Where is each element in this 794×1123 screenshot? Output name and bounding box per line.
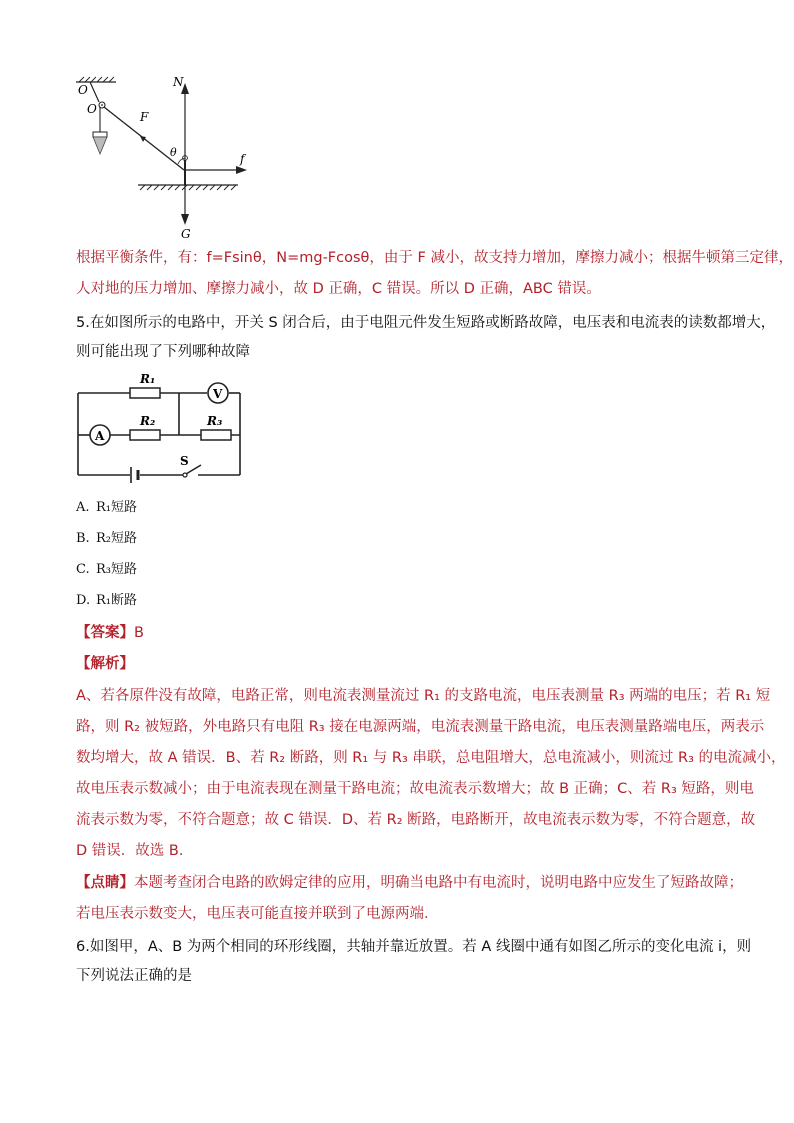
question6-stem-line2: 下列说法正确的是 <box>76 968 192 984</box>
label-o-top: O <box>78 83 88 97</box>
label-friction: f <box>240 152 245 166</box>
analysis-q4-line2: 人对地的压力增加、摩擦力减小，故 D 正确，C 错误。所以 D 正确，ABC 错误。 <box>76 281 601 297</box>
question6-stem-line1: 6.如图甲，A、B 为两个相同的环形线圈，共轴并靠近放置。若 A 线圈中通有如图乙所示的变化电流 i，则 <box>76 939 752 955</box>
option-a-letter: A. <box>76 500 90 515</box>
analysis-line3: 数均增大，故 A 错误．B、若 R₂ 断路，则 R₁ 与 R₃ 串联，总电阻增大，总电流减小，则流过 R₃ 的电流减小， <box>76 750 786 766</box>
question5-stem-line2: 则可能出现了下列哪种故障 <box>76 344 250 360</box>
analysis-line6: D 错误．故选 B． <box>76 843 194 859</box>
analysis-line4: 故电压表示数减小；由于电流表现在测量干路电流；故电流表示数增大；故 B 正确；C、若 R₃ 短路，则电 <box>76 781 754 797</box>
label-o-pulley: O <box>87 102 97 116</box>
option-a-text: R₁短路 <box>96 500 137 515</box>
analysis-line1: A、若各原件没有故障，电路正常，则电流表测量流过 R₁ 的支路电流，电压表测量 R₃ 两端的电压；若 R₁ 短 <box>76 688 771 704</box>
option-c <box>76 560 137 580</box>
label-r2: R₂ <box>140 414 156 428</box>
voltmeter-label: V <box>213 387 223 401</box>
switch-label: S <box>180 454 189 468</box>
label-f-tension: F <box>140 110 149 124</box>
analysis-line5: 流表示数为零，不符合题意；故 C 错误．D、若 R₂ 断路，电路断开，故电流表示数为零，不符合题意，故 <box>76 812 756 828</box>
circuit-diagram <box>74 368 246 484</box>
label-theta: θ <box>170 146 177 159</box>
comment-text: 本题考查闭合电路的欧姆定律的应用，明确当电路中有电流时，说明电路中应发生了短路故障； <box>134 875 743 891</box>
option-d-letter: D. <box>76 593 91 608</box>
comment-line1 <box>76 873 743 893</box>
option-d <box>76 591 137 611</box>
analysis-label: 【解析】 <box>76 656 134 672</box>
question5-stem-line1: 5.在如图所示的电路中，开关 S 闭合后，由于电阻元件发生短路或断路故障，电压表和电流表的读数都增大， <box>76 315 776 331</box>
answer-label: 【答案】 <box>76 625 134 641</box>
option-c-text: R₃短路 <box>96 562 137 577</box>
option-b <box>76 529 137 549</box>
option-b-text: R₂短路 <box>96 531 137 546</box>
label-r1: R₁ <box>140 372 156 386</box>
comment-label: 【点睛】 <box>76 875 134 891</box>
label-r3: R₃ <box>207 414 223 428</box>
option-b-letter: B. <box>76 531 90 546</box>
force-diagram <box>60 70 280 245</box>
ammeter-label: A <box>95 429 105 443</box>
label-g: G <box>181 227 191 241</box>
label-n: N <box>173 75 184 89</box>
answer-line <box>76 623 144 643</box>
option-c-letter: C. <box>76 562 90 577</box>
comment-line2: 若电压表示数变大，电压表可能直接并联到了电源两端． <box>76 906 439 922</box>
option-d-text: R₁断路 <box>96 593 137 608</box>
option-a <box>76 498 137 518</box>
answer-value: B <box>134 625 144 641</box>
analysis-q4-line1: 根据平衡条件，有：f=Fsinθ，N=mg-Fcosθ，由于 F 减小，故支持力增加，摩擦力减小；根据牛顿第三定律， <box>76 250 793 266</box>
analysis-line2: 路，则 R₂ 被短路，外电路只有电阻 R₃ 接在电源两端，电流表测量干路电流，电压表测量路端电压，两表示 <box>76 719 765 735</box>
